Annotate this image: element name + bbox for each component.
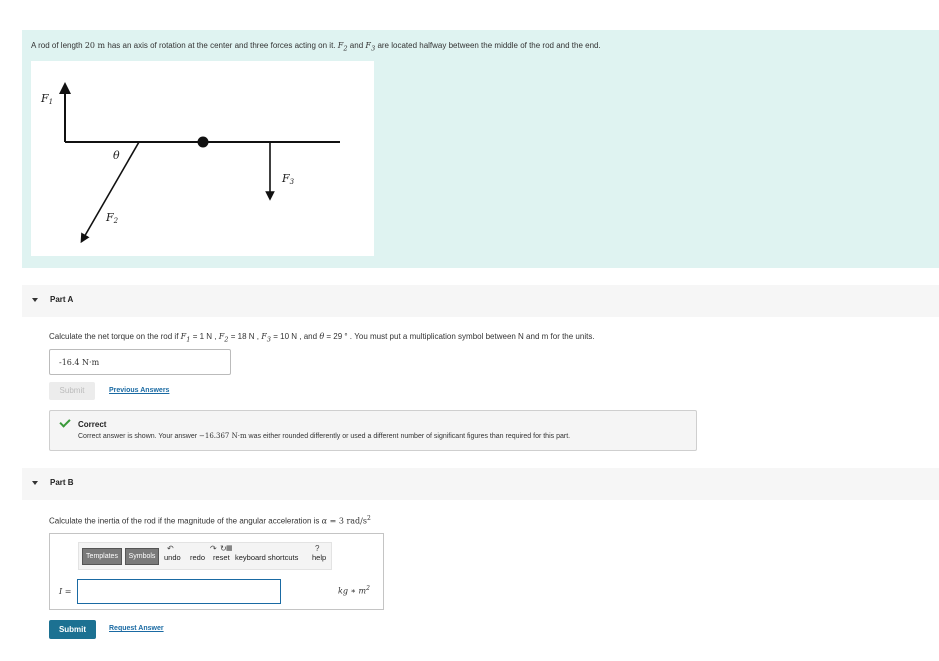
units-exp: 2 xyxy=(366,585,370,592)
q-f2-val: = 18 N , xyxy=(228,332,259,341)
redo-icon[interactable]: ↷ xyxy=(210,544,217,553)
force-diagram xyxy=(31,61,374,256)
feedback-text-1: Correct answer is shown. Your answer xyxy=(78,433,198,440)
reset-button[interactable]: reset xyxy=(213,553,230,562)
units-text: kg ∗ m xyxy=(338,586,367,596)
part-a-question-text-1: Calculate the net torque on the rod if xyxy=(49,332,179,341)
part-b-submit-button[interactable]: Submit xyxy=(49,620,96,639)
q-f1-sub: 1 xyxy=(186,335,191,344)
feedback-value: −16.367 N·m xyxy=(199,432,247,440)
intro-and: and xyxy=(349,41,364,50)
units-label xyxy=(338,585,370,596)
q-f1: F xyxy=(180,332,187,341)
request-answer-link[interactable]: Request Answer xyxy=(109,625,164,632)
part-a-question-text-2: You must put a multiplication symbol between N and m for the units. xyxy=(354,332,595,341)
reset-icon[interactable]: ↻ xyxy=(220,544,227,553)
part-a-question xyxy=(49,332,595,344)
keyboard-shortcuts-button[interactable]: keyboard shortcuts xyxy=(235,553,299,562)
q-theta: θ xyxy=(319,332,325,341)
force-f2-arrow xyxy=(83,142,139,239)
q-f1-val: = 1 N , xyxy=(190,332,217,341)
intro-text-2: has an axis of rotation at the center and three forces acting on it. xyxy=(107,41,336,50)
q-f2: F xyxy=(218,332,225,341)
inertia-variable-label: I = xyxy=(59,587,72,596)
inertia-answer-input[interactable] xyxy=(77,579,281,604)
part-a-feedback xyxy=(49,410,697,451)
collapse-caret-icon[interactable] xyxy=(32,298,38,302)
q-f3-sub: 3 xyxy=(266,335,272,344)
f2-label: F2 xyxy=(106,211,119,225)
editor-toolbar xyxy=(78,542,332,570)
intro-text-3: are located halfway between the middle of the rod and the end. xyxy=(377,41,601,50)
f1-label: F1 xyxy=(41,92,54,106)
checkmark-icon xyxy=(59,416,70,427)
symbols-button[interactable]: Symbols xyxy=(125,548,159,565)
part-b-header[interactable] xyxy=(22,468,939,500)
part-b-question xyxy=(49,515,371,526)
q-f3: F xyxy=(261,332,267,341)
q-theta-val: = 29 ° . xyxy=(324,332,353,341)
intro-f2 xyxy=(337,41,348,53)
part-a-header[interactable] xyxy=(22,285,939,317)
intro-length: 20 m xyxy=(84,41,106,50)
collapse-caret-icon[interactable] xyxy=(32,481,38,485)
theta-label: θ xyxy=(113,149,120,162)
part-b-question-text: Calculate the inertia of the rod if the magnitude of the angular acceleration is xyxy=(49,516,320,526)
force-diagram-svg xyxy=(31,61,374,256)
help-icon[interactable]: ? xyxy=(315,544,320,553)
part-a-submit-button: Submit xyxy=(49,382,95,400)
intro-f3-sub: 3 xyxy=(370,44,376,53)
q-alpha-val: = 3 rad/s xyxy=(327,516,367,526)
f3-label: F3 xyxy=(282,172,295,186)
previous-answers-link[interactable]: Previous Answers xyxy=(109,387,170,394)
problem-text xyxy=(31,41,601,53)
help-button[interactable]: help xyxy=(312,553,327,562)
intro-f2-sub: 2 xyxy=(343,44,348,53)
q-f3-val: = 10 N , and xyxy=(271,332,318,341)
intro-f2-sym: F xyxy=(337,41,344,50)
feedback-title: Correct xyxy=(78,420,107,429)
part-a-answer-field[interactable] xyxy=(49,349,231,375)
keyboard-icon[interactable]: ▦ xyxy=(226,545,233,552)
intro-f3 xyxy=(365,41,376,53)
part-b-title: Part B xyxy=(50,478,74,487)
feedback-text xyxy=(78,432,570,440)
part-a-title: Part A xyxy=(50,295,74,304)
pivot-point xyxy=(198,137,209,148)
intro-f3-sym: F xyxy=(365,41,371,50)
intro-text-1: A rod of length xyxy=(31,41,83,50)
undo-button[interactable]: undo xyxy=(164,553,181,562)
redo-button[interactable]: redo xyxy=(190,553,206,562)
q-alpha: α xyxy=(321,516,328,526)
templates-button[interactable]: Templates xyxy=(82,548,122,565)
feedback-text-2: was either rounded differently or used a different number of significant figures than required for this part. xyxy=(248,433,571,440)
undo-icon[interactable]: ↶ xyxy=(167,544,174,553)
q-alpha-exp: 2 xyxy=(366,515,371,522)
problem-statement xyxy=(22,30,939,268)
q-f2-sub: 2 xyxy=(224,335,229,344)
math-editor xyxy=(49,533,384,610)
part-a-answer-value: -16.4 N·m xyxy=(59,358,100,367)
